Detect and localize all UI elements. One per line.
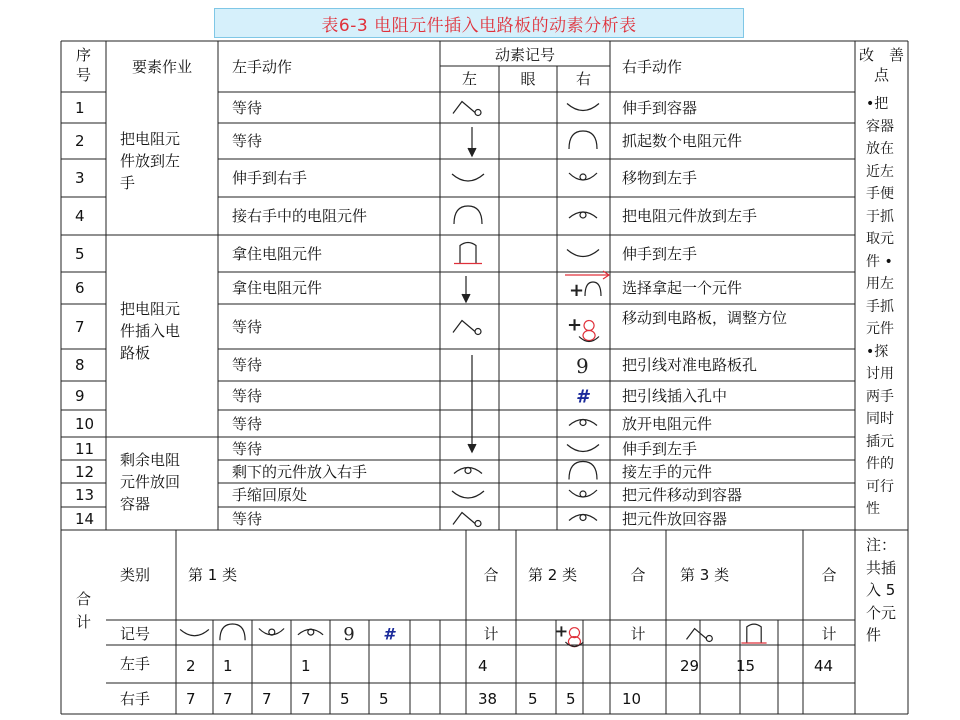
left-hand-action: 等待	[232, 98, 263, 117]
release-load-icon	[569, 515, 597, 521]
continue-arrow	[462, 294, 470, 302]
row-number: 9	[75, 386, 85, 405]
summary-left-class3: 15	[736, 657, 756, 675]
row-number: 10	[75, 414, 95, 433]
row-number: 14	[75, 509, 95, 528]
summary-class1: 第 1 类	[188, 566, 238, 584]
transport-empty-icon	[567, 445, 599, 452]
left-hand-action: 等待	[232, 386, 263, 405]
preposition-icon	[343, 624, 354, 645]
row-number: 3	[75, 169, 85, 187]
assemble-icon	[383, 624, 396, 643]
right-hand-action: 把引线插入孔中	[622, 386, 728, 405]
continue-arrow	[468, 148, 476, 156]
transport-loaded-icon	[569, 490, 597, 497]
right-hand-action: 移物到左手	[622, 169, 698, 187]
svg-text:#: #	[383, 624, 395, 644]
left-hand-action: 手缩回原处	[232, 486, 308, 504]
release-load-icon	[298, 629, 323, 635]
summary-subtotal: 计	[821, 625, 837, 643]
element-task-label: 把电阻元	[120, 130, 181, 148]
right-hand-action: 抓起数个电阻元件	[622, 132, 743, 150]
summary-category-label: 类别	[120, 566, 151, 584]
header-improvement: 点	[873, 66, 889, 84]
header-seq: 号	[75, 66, 91, 84]
transport-empty-icon	[567, 104, 599, 111]
element-task-label: 件插入电	[120, 322, 181, 340]
svg-text:9: 9	[343, 624, 355, 646]
summary-right-count: 5	[340, 690, 350, 708]
right-hand-action: 放开电阻元件	[622, 414, 713, 433]
assemble-icon	[576, 387, 591, 408]
summary-left-total1: 4	[478, 657, 488, 675]
summary-left-count: 1	[301, 657, 311, 675]
left-hand-action: 剩下的元件放入右手	[232, 462, 368, 481]
left-hand-action: 等待	[232, 439, 263, 458]
row-number: 6	[75, 279, 85, 297]
preposition-icon	[576, 354, 589, 378]
position-icon	[567, 315, 599, 342]
summary-right-class2: 5	[566, 690, 576, 708]
left-hand-action: 等待	[232, 356, 263, 374]
summary-right-count: 7	[301, 690, 311, 708]
summary-left-total3: 44	[814, 657, 834, 675]
hold-icon	[453, 513, 481, 527]
right-hand-action: 伸手到左手	[622, 244, 698, 263]
left-hand-action: 等待	[232, 414, 263, 433]
header-therblig-eye: 眼	[520, 70, 536, 88]
left-hand-action: 等待	[232, 509, 263, 528]
improvement-notes: •把容器放在近左手便于抓取元件 •用左手抓元件 •探讨用两手同时插元件的可行性	[866, 96, 894, 517]
element-task-label: 容器	[120, 495, 151, 513]
summary-note: 注：共插入 5 个元件	[866, 536, 897, 644]
left-hand-action: 拿住电阻元件	[232, 279, 323, 297]
hold-object-icon	[741, 624, 766, 643]
header-seq: 序	[75, 46, 91, 64]
right-hand-action: 接左手的元件	[622, 462, 713, 481]
hold-icon	[687, 629, 713, 642]
svg-text:#: #	[576, 386, 589, 408]
transport-empty-icon	[452, 174, 484, 181]
left-hand-action: 等待	[232, 317, 263, 336]
grasp-icon	[454, 206, 482, 224]
summary-class2: 第 2 类	[528, 566, 578, 584]
position-icon	[555, 622, 584, 647]
row-number: 11	[75, 439, 95, 458]
right-hand-action: 把引线对准电路板孔	[622, 356, 758, 374]
right-hand-action: 把电阻元件放到左手	[622, 207, 758, 225]
right-hand-action: 移动到电路板，调整方位	[622, 308, 788, 327]
row-number: 7	[75, 317, 85, 336]
summary-left-count: 2	[186, 657, 196, 675]
element-task-label: 剩余电阻	[120, 451, 181, 469]
row-number: 1	[75, 98, 85, 117]
summary-symbol-label: 记号	[120, 625, 151, 643]
grasp-icon	[569, 462, 597, 480]
header-left-hand: 左手动作	[232, 58, 293, 76]
summary-subtotal: 计	[483, 625, 499, 643]
svg-text:+: +	[554, 621, 569, 641]
hold-object-icon	[454, 243, 482, 264]
right-hand-action: 伸手到左手	[622, 439, 698, 458]
summary-class3: 第 3 类	[680, 566, 730, 584]
transport-empty-icon	[452, 491, 484, 498]
header-element: 要素作业	[131, 58, 192, 76]
summary-right-total2: 10	[622, 690, 642, 708]
summary-right-count: 5	[379, 690, 389, 708]
left-hand-action: 等待	[232, 132, 263, 150]
release-load-icon	[569, 420, 597, 426]
header-therblig-left: 左	[461, 70, 477, 88]
summary-right-class2: 5	[528, 690, 538, 708]
right-hand-action: 把元件放回容器	[622, 509, 728, 528]
element-task-label: 元件放回	[120, 473, 181, 491]
right-hand-action: 伸手到容器	[622, 98, 698, 117]
summary-right-count: 7	[186, 690, 196, 708]
header-therblig-right: 右	[575, 70, 591, 88]
left-hand-action: 拿住电阻元件	[232, 244, 323, 263]
continue-arrow	[468, 444, 476, 452]
right-hand-action: 选择拿起一个元件	[622, 279, 743, 297]
row-number: 13	[75, 486, 95, 504]
hold-icon	[453, 102, 481, 116]
summary-right-label: 右手	[120, 690, 151, 708]
header-improvement: 改 善	[858, 46, 904, 64]
summary-right-count: 7	[223, 690, 233, 708]
summary-left-count: 1	[223, 657, 233, 675]
grasp-icon	[569, 131, 597, 149]
release-load-icon	[569, 212, 597, 218]
row-number: 12	[75, 462, 95, 481]
summary-right-total1: 38	[478, 690, 498, 708]
row-number: 5	[75, 244, 85, 263]
summary-subtotal: 计	[630, 625, 646, 643]
header-right-hand: 右手动作	[622, 58, 683, 76]
transport-loaded-icon	[569, 173, 597, 180]
transport-empty-icon	[180, 629, 209, 635]
summary-subtotal: 合	[821, 566, 837, 584]
row-number: 8	[75, 356, 85, 374]
summary-left-label: 左手	[120, 655, 151, 673]
summary-left-class3: 29	[680, 657, 700, 675]
right-hand-action: 把元件移动到容器	[622, 486, 743, 504]
element-task-label: 手	[120, 174, 136, 192]
summary-total-label: 计	[75, 613, 91, 631]
summary-right-count: 7	[262, 690, 272, 708]
transport-loaded-icon	[259, 629, 284, 636]
header-therblig: 动素记号	[494, 46, 555, 64]
left-hand-action: 接右手中的电阻元件	[232, 207, 368, 225]
svg-text:9: 9	[576, 354, 589, 378]
transport-empty-icon	[567, 250, 599, 257]
row-number: 4	[75, 207, 85, 225]
hold-icon	[453, 321, 481, 335]
summary-subtotal: 合	[630, 566, 646, 584]
row-number: 2	[75, 132, 85, 150]
select-grasp-icon	[565, 271, 609, 301]
svg-text:+: +	[567, 314, 583, 336]
page-title: 表6-3 电阻元件插入电路板的动素分析表	[214, 8, 744, 38]
svg-text:+: +	[569, 280, 585, 301]
element-task-label: 把电阻元	[120, 300, 181, 318]
grasp-icon	[220, 624, 245, 640]
left-hand-action: 伸手到右手	[232, 169, 308, 187]
release-load-icon	[454, 468, 482, 474]
element-task-label: 路板	[120, 344, 151, 362]
summary-total-label: 合	[75, 590, 91, 608]
element-task-label: 件放到左	[120, 152, 181, 170]
summary-subtotal: 合	[483, 566, 499, 584]
